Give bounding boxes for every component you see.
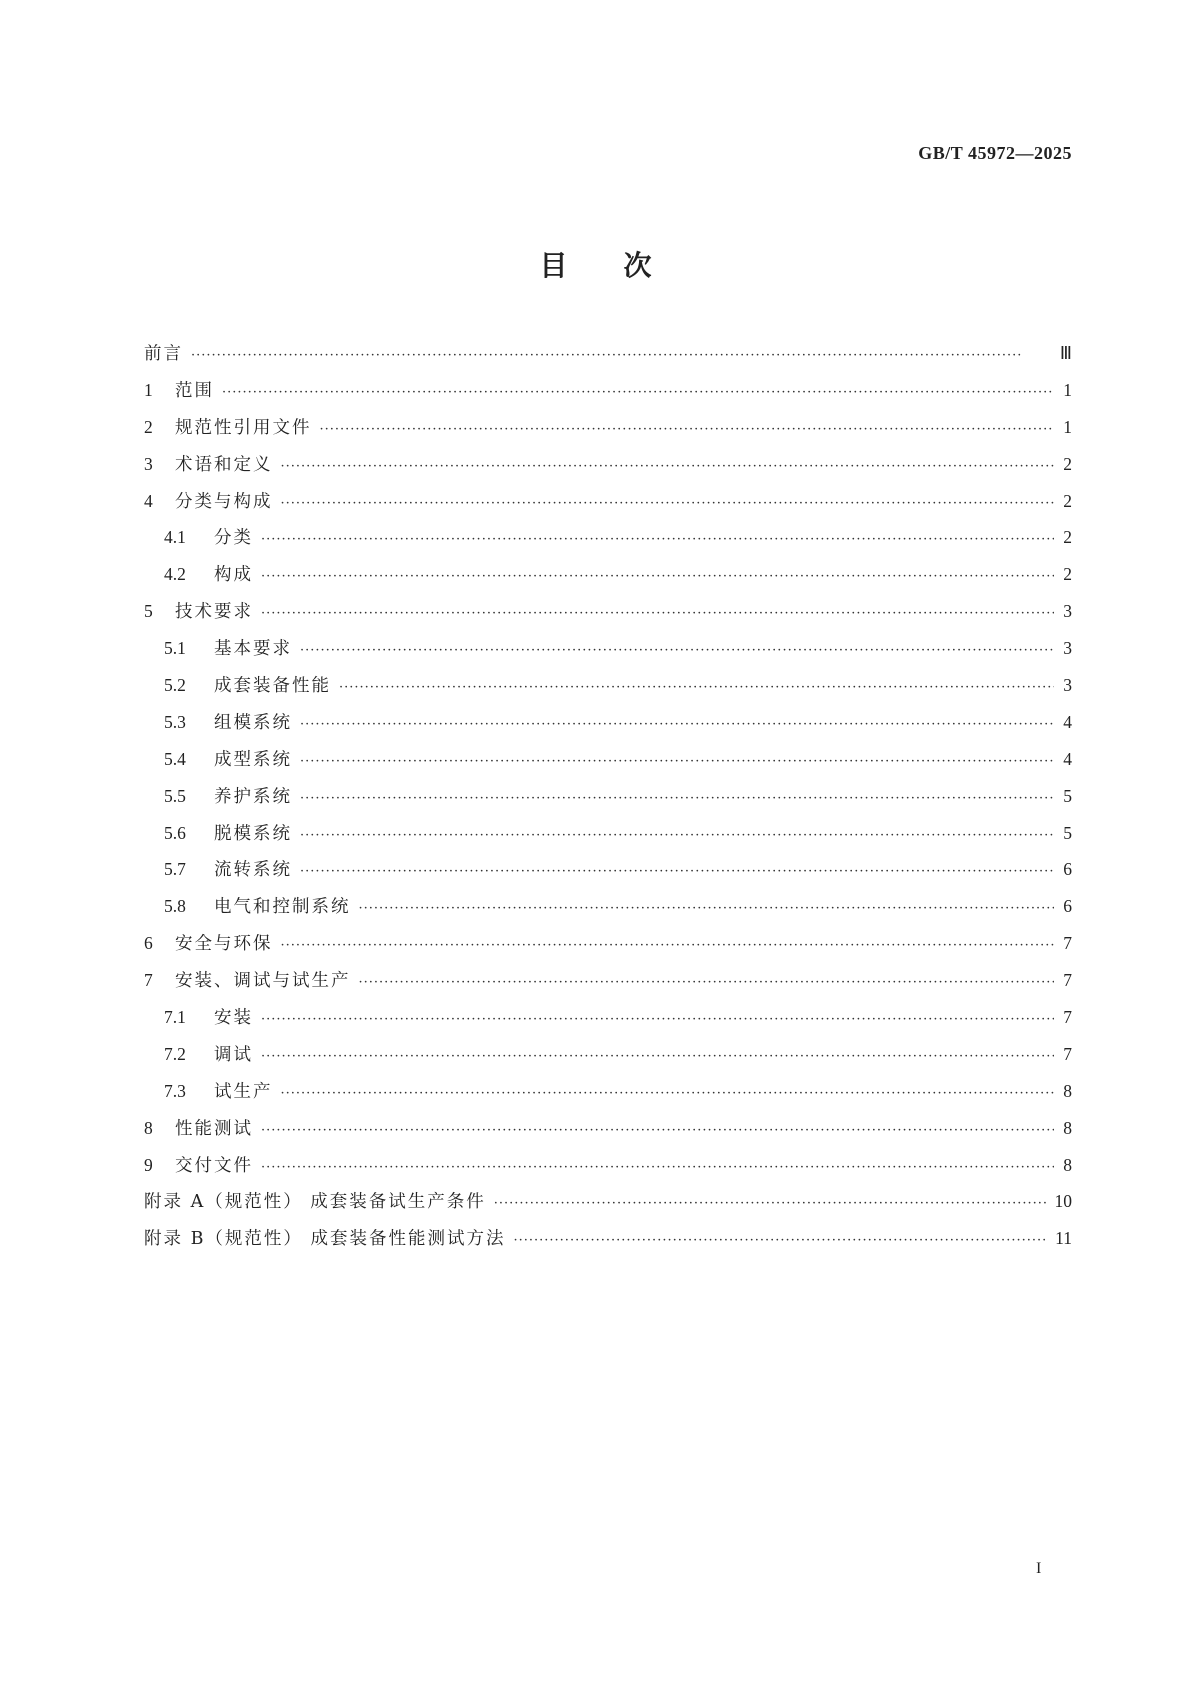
- toc-entry-label: 安装: [214, 1008, 253, 1029]
- toc-entry-label: 流转系统: [214, 860, 292, 881]
- dot-leader: [222, 385, 1054, 400]
- toc-entry-label: 附录 B（规范性） 成套装备性能测试方法: [144, 1229, 506, 1250]
- toc-entry-number: 5.6: [164, 822, 186, 843]
- toc-entry-page: 11: [1055, 1228, 1072, 1249]
- dot-leader: [300, 828, 1054, 843]
- toc-entry-page: Ⅲ: [1059, 343, 1072, 363]
- toc-entry[interactable]: [144, 414, 1072, 451]
- toc-entry[interactable]: [144, 635, 1072, 672]
- toc-entry-number: 5.3: [164, 711, 186, 732]
- toc-entry-page: 2: [1063, 453, 1072, 474]
- toc-entry-page: 3: [1063, 638, 1072, 659]
- dot-leader: [300, 717, 1054, 732]
- dot-leader: [300, 791, 1054, 806]
- dot-leader: [339, 680, 1054, 695]
- dot-leader: [261, 1123, 1054, 1138]
- dot-leader: [281, 938, 1055, 953]
- dot-leader: [261, 606, 1054, 621]
- toc-entry-label: 成套装备性能: [214, 676, 331, 697]
- dot-leader: [359, 901, 1055, 916]
- toc-entry-label: 性能测试: [175, 1118, 253, 1139]
- toc-entry-label: 技术要求: [175, 602, 253, 623]
- toc-entry[interactable]: [144, 746, 1072, 783]
- toc-entry-label: 基本要求: [214, 639, 292, 660]
- toc-entry-page: 2: [1063, 490, 1072, 511]
- toc-entry-page: 3: [1063, 601, 1072, 622]
- toc-entry-number: 1: [144, 379, 153, 400]
- toc-entry-number: 7.1: [164, 1007, 186, 1028]
- toc-entry-page: 2: [1063, 564, 1072, 585]
- toc-entry-label: 前言: [144, 344, 183, 364]
- toc-entry-label: 安装、调试与试生产: [175, 971, 351, 992]
- toc-entry-page: 8: [1063, 1154, 1072, 1175]
- toc-entry-label: 养护系统: [214, 786, 292, 807]
- toc-entry-number: 4.2: [164, 564, 186, 585]
- toc-entry[interactable]: [144, 1078, 1072, 1115]
- toc-entry-page: 4: [1063, 748, 1072, 769]
- toc-entry[interactable]: [144, 451, 1072, 488]
- toc-entry[interactable]: [144, 1004, 1072, 1041]
- toc-entry-number: 3: [144, 453, 153, 474]
- toc-entry-page: 5: [1063, 822, 1072, 843]
- dot-leader: [281, 1086, 1055, 1101]
- toc-entry-label: 调试: [214, 1044, 253, 1065]
- toc-entry-page: 7: [1063, 1043, 1072, 1064]
- dot-leader: [261, 1160, 1054, 1175]
- table-of-contents: [144, 340, 1072, 1262]
- dot-leader: [261, 1012, 1054, 1027]
- toc-entry[interactable]: [144, 709, 1072, 746]
- dot-leader: [261, 569, 1054, 584]
- toc-entry-number: 5.1: [164, 638, 186, 659]
- toc-entry[interactable]: [144, 1188, 1072, 1225]
- toc-entry-page: 3: [1063, 675, 1072, 696]
- dot-leader: [261, 1049, 1054, 1064]
- toc-entry[interactable]: [144, 893, 1072, 930]
- toc-entry-label: 范围: [175, 380, 214, 401]
- toc-entry-page: 6: [1063, 896, 1072, 917]
- toc-entry-number: 5.2: [164, 675, 186, 696]
- toc-entry-number: 5.4: [164, 748, 186, 769]
- toc-entry[interactable]: [144, 1152, 1072, 1189]
- toc-entry-number: 4: [144, 490, 153, 511]
- toc-entry-page: 2: [1063, 527, 1072, 548]
- dot-leader: [513, 1233, 1047, 1248]
- toc-entry-label: 电气和控制系统: [214, 897, 351, 918]
- toc-entry-label: 构成: [214, 565, 253, 586]
- page-title: 目次: [539, 249, 708, 282]
- toc-entry[interactable]: [144, 856, 1072, 893]
- toc-entry-label: 成型系统: [214, 749, 292, 770]
- toc-entry-number: 5.5: [164, 785, 186, 806]
- toc-entry[interactable]: [144, 340, 1072, 377]
- toc-entry-page: 8: [1063, 1117, 1072, 1138]
- toc-entry-label: 组模系统: [214, 712, 292, 733]
- toc-entry-number: 7.3: [164, 1080, 186, 1101]
- toc-entry-page: 7: [1063, 933, 1072, 954]
- toc-entry-number: 9: [144, 1154, 153, 1175]
- standard-number: GB/T 45972—2025: [918, 143, 1072, 163]
- toc-entry[interactable]: [144, 1041, 1072, 1078]
- toc-entry-number: 5.8: [164, 896, 186, 917]
- toc-entry-number: 6: [144, 933, 153, 954]
- toc-entry-page: 7: [1063, 970, 1072, 991]
- toc-entry-label: 附录 A（规范性） 成套装备试生产条件: [144, 1192, 486, 1213]
- toc-entry-page: 10: [1054, 1191, 1072, 1212]
- toc-entry[interactable]: [144, 598, 1072, 635]
- toc-entry-label: 试生产: [214, 1081, 273, 1102]
- dot-leader: [261, 532, 1054, 547]
- dot-leader: [281, 496, 1055, 511]
- dot-leader: [494, 1196, 1047, 1211]
- toc-entry-page: 8: [1063, 1080, 1072, 1101]
- toc-entry[interactable]: [144, 967, 1072, 1004]
- toc-entry-page: 1: [1063, 416, 1072, 437]
- toc-entry[interactable]: [144, 1225, 1072, 1262]
- toc-entry-number: 8: [144, 1117, 153, 1138]
- toc-entry-number: 5: [144, 601, 153, 622]
- dot-leader: [359, 975, 1055, 990]
- dot-leader: [320, 422, 1055, 437]
- toc-entry-label: 规范性引用文件: [175, 417, 312, 438]
- toc-entry-page: 4: [1063, 711, 1072, 732]
- toc-entry-label: 分类与构成: [175, 491, 273, 512]
- toc-entry[interactable]: [144, 524, 1072, 561]
- dot-leader: [300, 864, 1054, 879]
- toc-entry-page: 5: [1063, 785, 1072, 806]
- toc-entry[interactable]: [144, 672, 1072, 709]
- toc-entry-number: 4.1: [164, 527, 186, 548]
- dot-leader: [191, 348, 1052, 363]
- toc-entry[interactable]: [144, 820, 1072, 857]
- dot-leader: [281, 459, 1055, 474]
- toc-entry[interactable]: [144, 783, 1072, 820]
- toc-entry-page: 1: [1063, 379, 1072, 400]
- dot-leader: [300, 643, 1054, 658]
- toc-entry[interactable]: [144, 377, 1072, 414]
- toc-entry-label: 安全与环保: [175, 934, 273, 955]
- toc-entry-number: 7: [144, 970, 153, 991]
- toc-entry-number: 7.2: [164, 1043, 186, 1064]
- toc-entry[interactable]: [144, 1115, 1072, 1152]
- toc-entry[interactable]: [144, 488, 1072, 525]
- toc-entry[interactable]: [144, 930, 1072, 967]
- toc-entry-label: 交付文件: [175, 1155, 253, 1176]
- toc-entry-number: 2: [144, 416, 153, 437]
- toc-entry-label: 分类: [214, 528, 253, 549]
- toc-entry-label: 术语和定义: [175, 454, 273, 475]
- toc-entry[interactable]: [144, 561, 1072, 598]
- page-number: I: [1036, 1560, 1042, 1577]
- toc-entry-number: 5.7: [164, 859, 186, 880]
- toc-entry-page: 6: [1063, 859, 1072, 880]
- toc-entry-page: 7: [1063, 1007, 1072, 1028]
- dot-leader: [300, 754, 1054, 769]
- toc-entry-label: 脱模系统: [214, 823, 292, 844]
